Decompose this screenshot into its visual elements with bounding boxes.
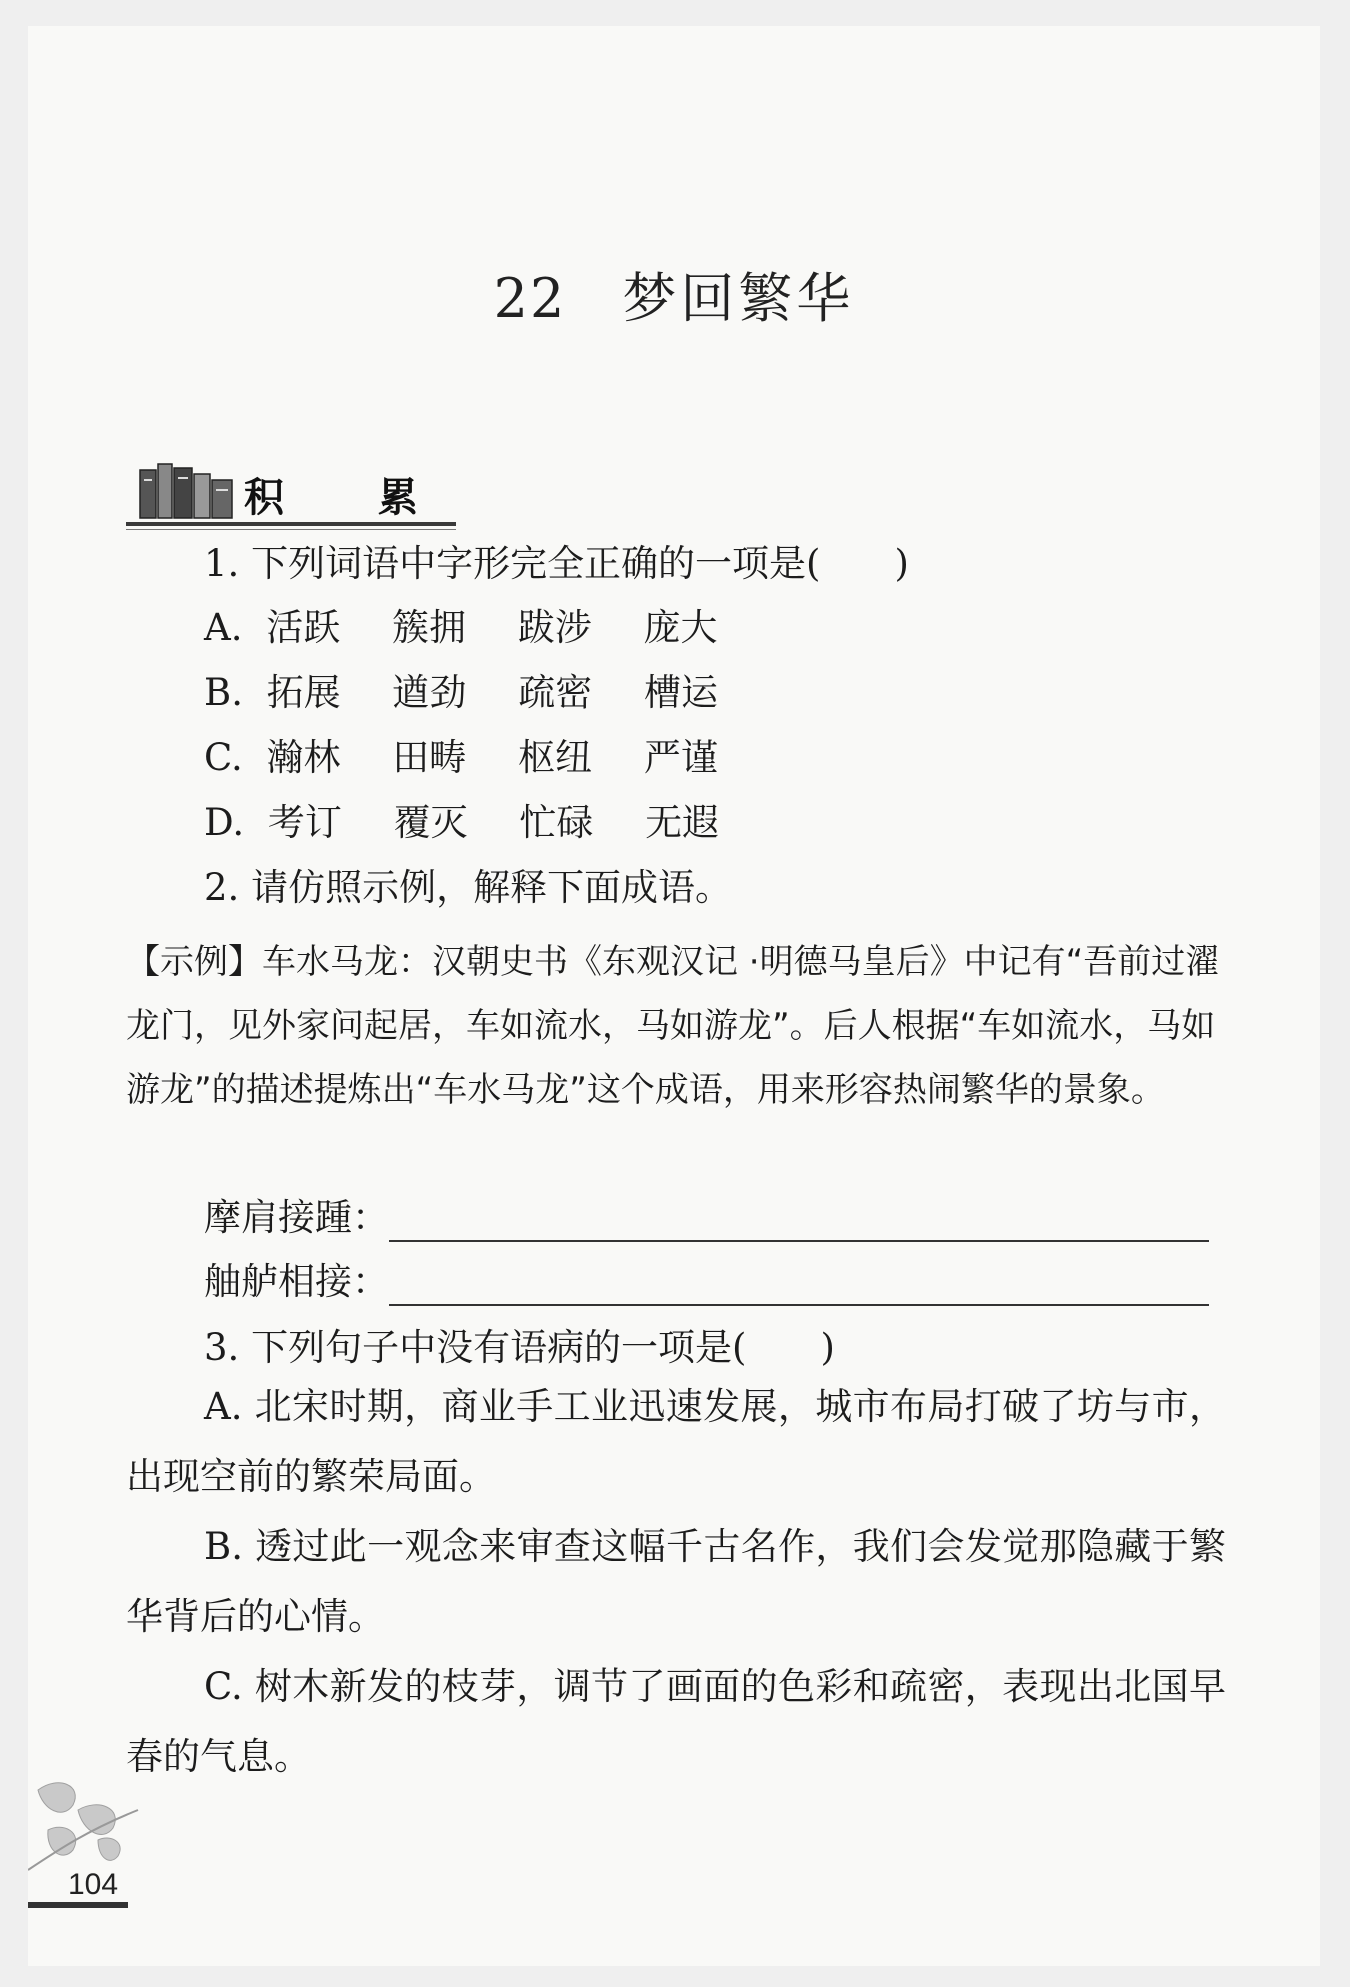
answer-blank-2[interactable]: [389, 1268, 1209, 1306]
q1-option-b: B. 拓展 遒劲 疏密 槽运: [204, 671, 719, 714]
page-number: 104: [68, 1868, 119, 1901]
q1-stem: 1. 下列词语中字形完全正确的一项是( ): [204, 542, 909, 585]
lesson-number: 22: [493, 267, 567, 330]
section-header: [126, 460, 456, 530]
q3-option-b: B. 透过此一观念来审查这幅千古名作，我们会发觉那隐藏于繁华背后的心情。: [126, 1525, 1226, 1638]
q1-option-c: C. 瀚林 田畴 枢纽 严谨: [204, 736, 718, 779]
answer-blank-1[interactable]: [389, 1204, 1209, 1242]
q2-item-2: 舳舻相接：: [204, 1258, 1209, 1306]
section-rule-thin: [126, 529, 456, 530]
lesson-name: 梦回繁华: [622, 267, 855, 330]
lesson-title: [28, 256, 1320, 333]
q3-stem: 3. 下列句子中没有语病的一项是( ): [204, 1326, 835, 1369]
q1-option-d: D. 考订 覆灭 忙碌 无遐: [204, 801, 720, 844]
q3-option-c: C. 树木新发的枝芽，调节了画面的色彩和疏密，表现出北国早春的气息。: [126, 1665, 1226, 1778]
page: [28, 26, 1320, 1966]
q2-example: 【示例】车水马龙：汉朝史书《东观汉记 ·明德马皇后》中记有“吾前过濯龙门，见外家问起居，车如流水，马如游龙”。后人根据“车如流水，马如游龙”的描述提炼出“车水马龙”这个成语，用来形容热闹繁华的景象。: [126, 942, 1220, 1110]
q2-item-1: 摩肩接踵：: [204, 1194, 1209, 1242]
section-label: 积 累: [244, 475, 458, 521]
q3-option-a: A. 北宋时期，商业手工业迅速发展，城市布局打破了坊与市，出现空前的繁荣局面。: [126, 1385, 1226, 1498]
page-number-bar: [28, 1902, 128, 1908]
section-rule: [126, 522, 456, 526]
books-icon: [138, 460, 236, 522]
q2-stem: 2. 请仿照示例，解释下面成语。: [204, 866, 733, 909]
q1-option-a: A. 活跃 簇拥 跋涉 庞大: [204, 606, 718, 649]
